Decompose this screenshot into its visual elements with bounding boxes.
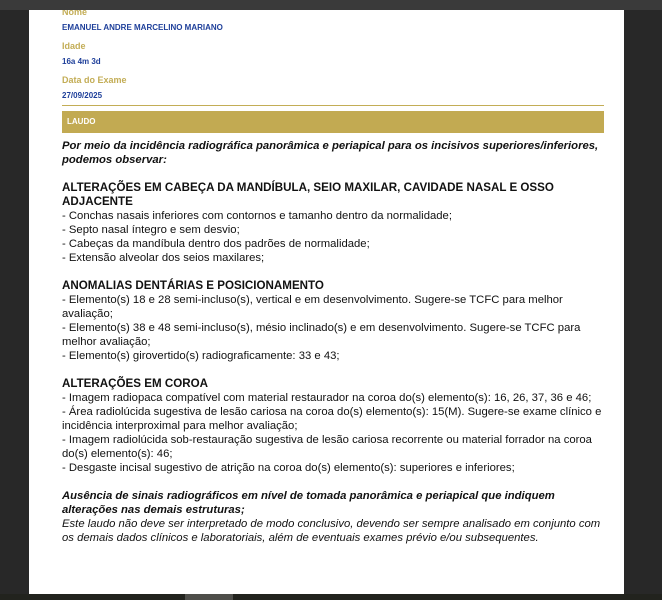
- header-divider: [62, 105, 604, 106]
- finding-item: - Extensão alveolar dos seios maxilares;: [62, 252, 265, 264]
- exam-date-value: 27/09/2025: [62, 91, 103, 100]
- scrollbar-thumb[interactable]: [185, 594, 233, 600]
- finding-item: - Septo nasal íntegro e sem desvio;: [62, 224, 240, 236]
- name-value: EMANUEL ANDRE MARCELINO MARIANO: [62, 23, 223, 32]
- finding-item: - Conchas nasais inferiores com contornos e tamanho dentro da normalidade;: [62, 210, 452, 222]
- name-label: Nome: [62, 10, 88, 17]
- finding-item: - Imagem radiolúcida sob-restauração sugestiva de lesão cariosa recorrente ou material forrador na coroa do(s) elemento(s): 46;: [62, 434, 592, 460]
- finding-item: - Elemento(s) girovertido(s) radiograficamente: 33 e 43;: [62, 350, 340, 362]
- report-body: [62, 139, 610, 545]
- age-value: 16a 4m 3d: [62, 57, 101, 66]
- horizontal-scrollbar[interactable]: [0, 594, 662, 600]
- report-section: [62, 377, 610, 475]
- report-disclaimer: Este laudo não deve ser interpretado de modo conclusivo, devendo ser sempre analisado em conjunto com os demais dados clínicos e laboratoriais, além de eventuais exames prévio e/ou subsequentes.: [62, 518, 601, 544]
- report-intro: Por meio da incidência radiográfica panorâmica e periapical para os incisivos superiores/inferiores, podemos observar:: [62, 140, 599, 166]
- finding-item: - Cabeças da mandíbula dentro dos padrões de normalidade;: [62, 238, 370, 250]
- section-heading: ANOMALIAS DENTÁRIAS E POSICIONAMENTO: [62, 279, 324, 292]
- finding-item: - Elemento(s) 38 e 48 semi-incluso(s), mésio inclinado(s) e em desenvolvimento. Sugere-se TCFC para melhor avaliação;: [62, 322, 581, 348]
- report-section: [62, 279, 610, 363]
- finding-item: - Desgaste incisal sugestivo de atrição na coroa do(s) elemento(s): superiores e inferiores;: [62, 462, 515, 474]
- report-conclusion: Ausência de sinais radiográficos em nível de tomada panorâmica e periapical que indiquem alterações nas demais estruturas;: [62, 490, 555, 516]
- viewer-toolbar: [0, 0, 662, 10]
- report-section: [62, 181, 610, 265]
- report-section-title: LAUDO: [62, 111, 604, 133]
- finding-item: - Área radiolúcida sugestiva de lesão cariosa na coroa do(s) elemento(s): 15(M). Sugere-se exame clínico e incidência interproximal para melhor avaliação;: [62, 406, 602, 432]
- age-label: Idade: [62, 41, 86, 51]
- section-heading: ALTERAÇÕES EM COROA: [62, 377, 208, 390]
- section-heading: ALTERAÇÕES EM CABEÇA DA MANDÍBULA, SEIO MAXILAR, CAVIDADE NASAL E OSSO ADJACENTE: [62, 181, 554, 208]
- document-page: [29, 10, 624, 594]
- exam-date-label: Data do Exame: [62, 75, 127, 85]
- page-content: [62, 10, 604, 545]
- finding-item: - Imagem radiopaca compatível com material restaurador na coroa do(s) elemento(s): 16, 26, 37, 36 e 46;: [62, 392, 592, 404]
- finding-item: - Elemento(s) 18 e 28 semi-incluso(s), vertical e em desenvolvimento. Sugere-se TCFC para melhor avaliação;: [62, 294, 563, 320]
